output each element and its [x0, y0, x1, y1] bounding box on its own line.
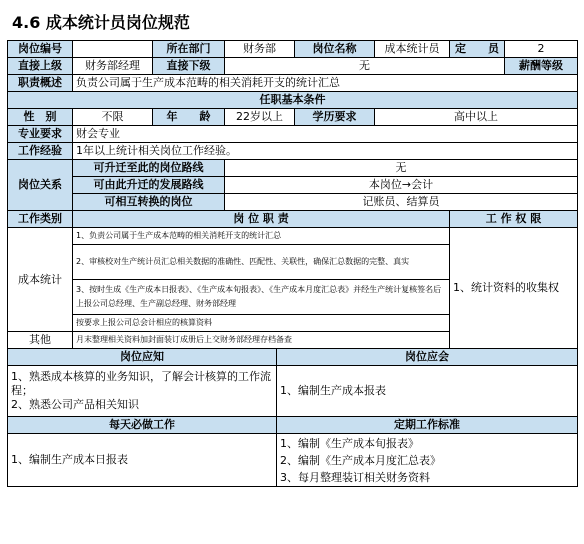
- experience-value: 1年以上统计相关岗位工作经验。: [73, 143, 578, 160]
- standard-list: [277, 434, 578, 487]
- job-spec-table: [7, 40, 578, 487]
- relations-label: 岗位关系: [8, 160, 73, 211]
- post-code-label: 岗位编号: [8, 41, 73, 58]
- superior-value: 财务部经理: [73, 58, 153, 75]
- quota-value: 2: [505, 41, 578, 58]
- subordinate-label: 直接下级: [153, 58, 225, 75]
- authority-header: 工 作 权 限: [450, 211, 578, 228]
- develop-value: 本岗位→会计: [225, 177, 578, 194]
- requirements-section-title: 任职基本条件: [8, 92, 578, 109]
- superior-label: 直接上级: [8, 58, 73, 75]
- edu-label: 学历要求: [295, 109, 375, 126]
- summary-label: 职责概述: [8, 75, 73, 92]
- skill-header: 岗位应会: [277, 349, 578, 366]
- duty-header: 岗 位 职 责: [73, 211, 450, 228]
- duty-item: 按要求上报公司总会计相应的核算资料: [73, 315, 450, 332]
- daily-header: 每天必做工作: [8, 417, 277, 434]
- page-title: 4.6 成本统计员岗位规范: [12, 13, 190, 32]
- duty-type-header: 工作类别: [8, 211, 73, 228]
- age-value: 22岁以上: [225, 109, 295, 126]
- promote-value: 无: [225, 160, 578, 177]
- standard-item: 2、编制《生产成本月度汇总表》: [280, 453, 441, 467]
- daily-value: 1、编制生产成本日报表: [8, 434, 277, 487]
- major-value: 财会专业: [73, 126, 578, 143]
- duty-category-other: 其他: [8, 332, 73, 349]
- post-name-value: 成本统计员: [375, 41, 450, 58]
- develop-label: 可由此升迁的发展路线: [73, 177, 225, 194]
- post-code-value: [73, 41, 153, 58]
- quota-label: 定 员: [450, 41, 505, 58]
- subordinate-value: 无: [225, 58, 505, 75]
- duty-category-cost: 成本统计: [8, 228, 73, 332]
- major-label: 专业要求: [8, 126, 73, 143]
- summary-value: 负责公司属于生产成本范畴的相关消耗开支的统计汇总: [73, 75, 578, 92]
- dept-value: 财务部: [225, 41, 295, 58]
- duty-item: 3、按时生成《生产成本日报表》、《生产成本旬报表》、《生产成本月度汇总表》并经生产统计复核签名后上报公司总经理、生产副总经理、财务部经理: [73, 280, 450, 315]
- dept-label: 所在部门: [153, 41, 225, 58]
- gender-label: 性 别: [8, 109, 73, 126]
- salary-label: 薪酬等级: [505, 58, 578, 75]
- authority-value: 1、统计资料的收集权: [450, 228, 578, 349]
- duty-item-other: 月末整理相关资料加封面装订成册后上交财务部经理存档备查: [73, 332, 450, 349]
- rotate-value: 记账员、结算员: [225, 194, 578, 211]
- skill-value: 1、编制生产成本报表: [277, 366, 578, 417]
- post-name-label: 岗位名称: [295, 41, 375, 58]
- experience-label: 工作经验: [8, 143, 73, 160]
- standard-item: 1、编制《生产成本旬报表》: [280, 436, 419, 450]
- know-header: 岗位应知: [8, 349, 277, 366]
- edu-value: 高中以上: [375, 109, 578, 126]
- standard-item: 3、每月整理装订相关财务资料: [280, 470, 430, 484]
- know-value: 1、熟悉成本核算的业务知识，了解会计核算的工作流程； 2、熟悉公司产品相关知识: [8, 366, 277, 417]
- gender-value: 不限: [73, 109, 153, 126]
- rotate-label: 可相互转换的岗位: [73, 194, 225, 211]
- duty-item: 2、审核校对生产统计员汇总相关数据的准确性、匹配性、关联性，确保汇总数据的完整、真实: [73, 245, 450, 280]
- standard-header: 定期工作标准: [277, 417, 578, 434]
- age-label: 年 龄: [153, 109, 225, 126]
- promote-label: 可升迁至此的岗位路线: [73, 160, 225, 177]
- duty-item: 1、负责公司属于生产成本范畴的相关消耗开支的统计汇总: [73, 228, 450, 245]
